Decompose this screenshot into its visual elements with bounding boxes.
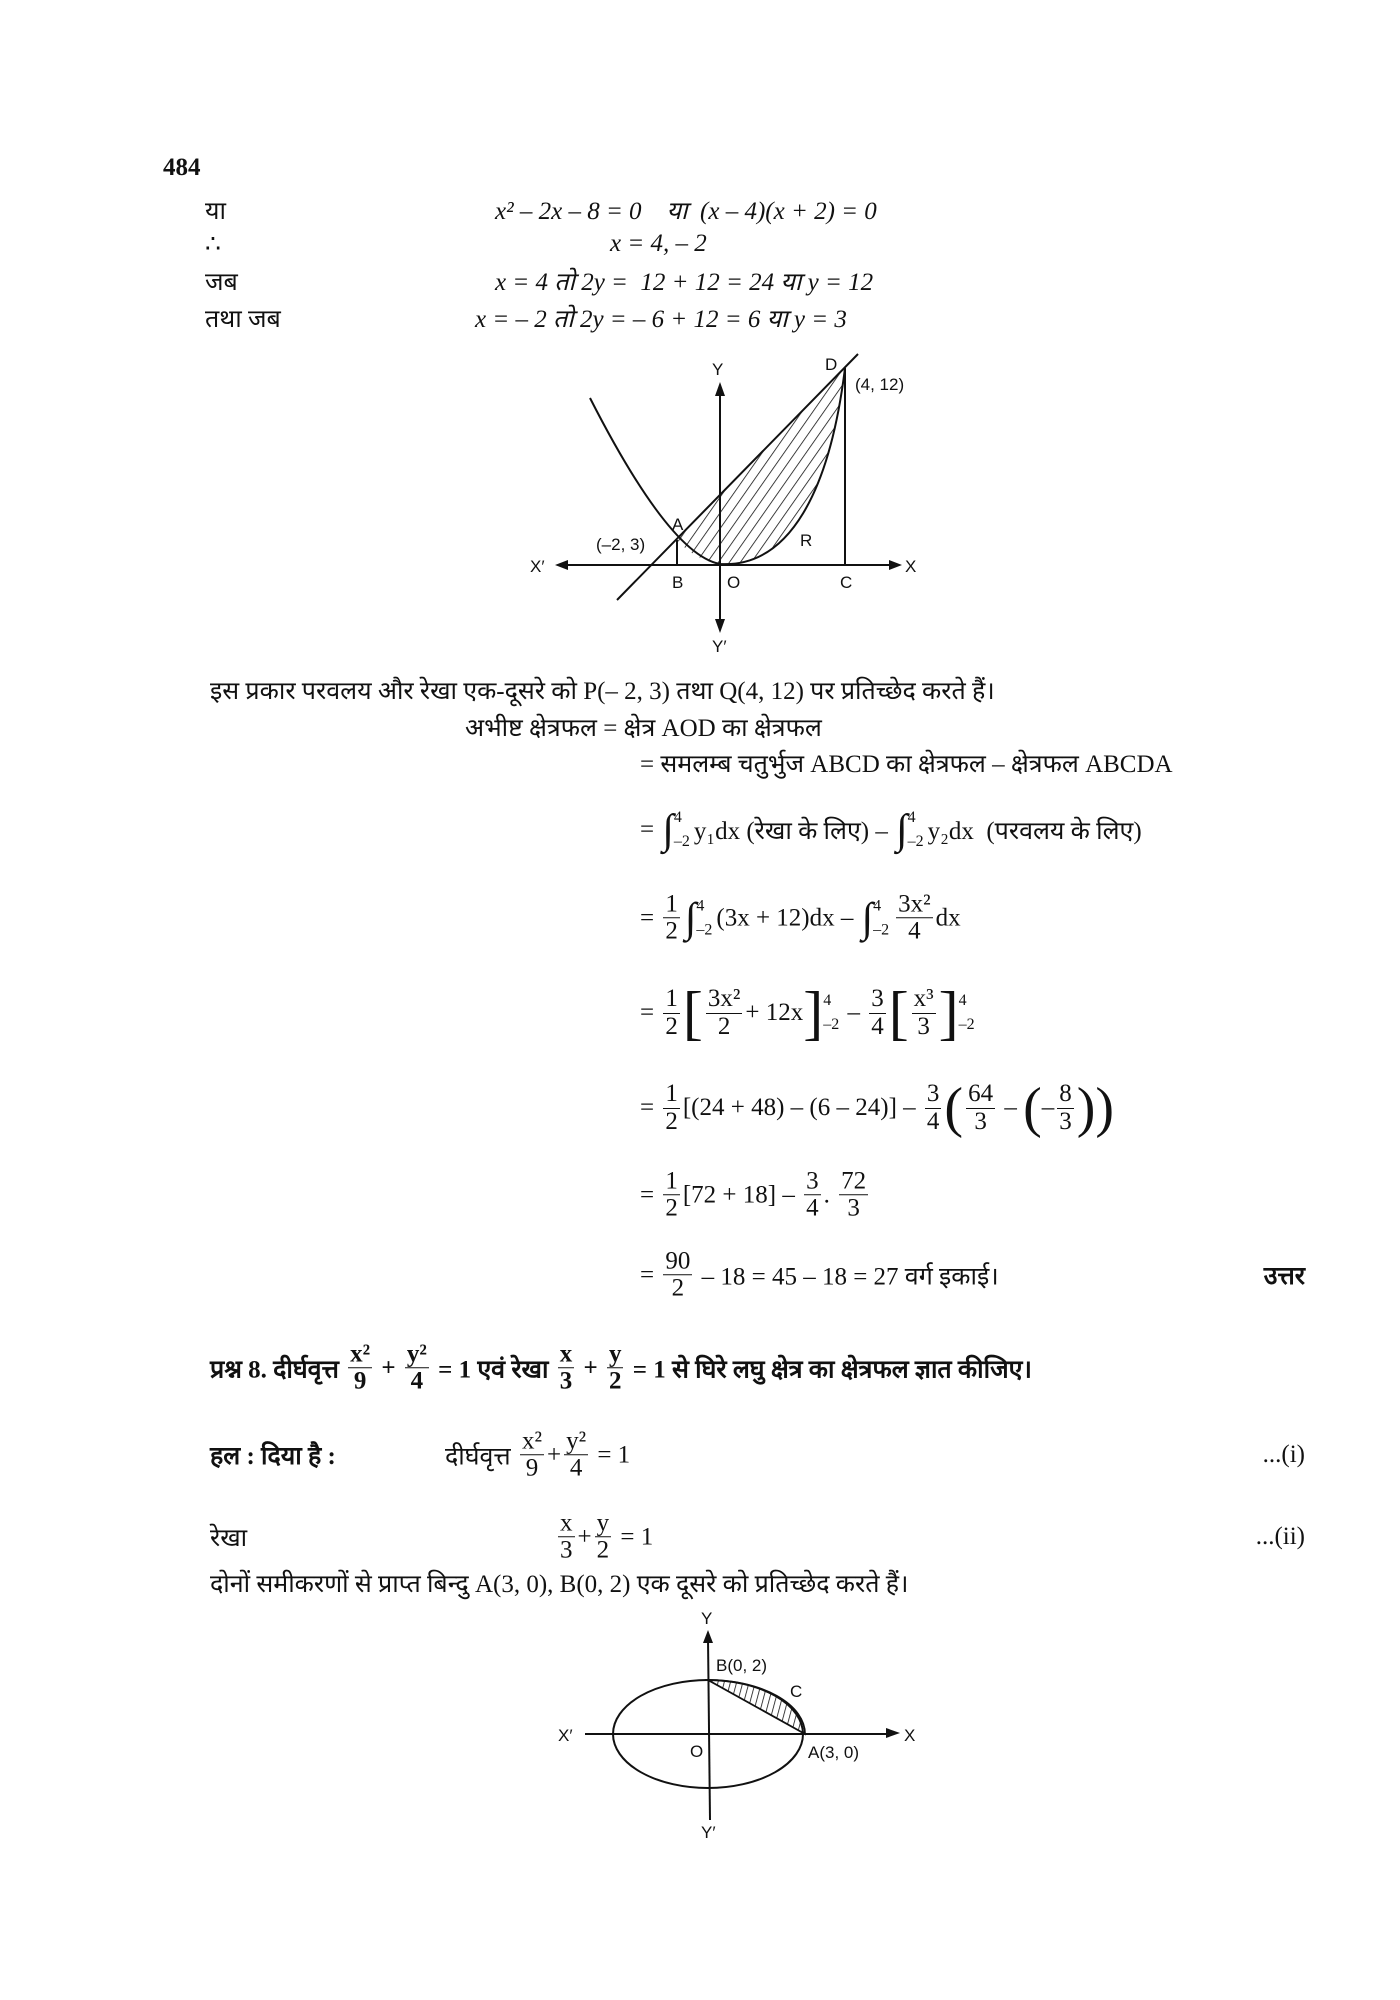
- label-Y-neg: Y′: [712, 637, 727, 656]
- integral-sign: ∫: [896, 807, 908, 853]
- area-step-8: [640, 1248, 999, 1302]
- page-number: 484: [163, 154, 201, 181]
- math-token: 2: [608, 1367, 622, 1395]
- fraction: [1057, 1081, 1074, 1135]
- label-X: X: [904, 1726, 916, 1745]
- math-token: 72: [841, 1167, 867, 1195]
- math-token: 3: [560, 1536, 573, 1564]
- upper-limit: 4: [673, 809, 682, 826]
- final-answer: – 18 = 45 – 18 = 27 वर्ग इकाई।: [695, 1263, 999, 1290]
- area-step1-text: = क्षेत्र AOD का क्षेत्रफल: [603, 715, 822, 742]
- math-token: ∫: [861, 895, 874, 941]
- label-B: B(0, 2): [716, 1656, 768, 1675]
- equals-sign: =: [640, 904, 661, 931]
- math-token: 4: [958, 992, 967, 1009]
- math-token: –2: [958, 1016, 975, 1033]
- math-token: 8: [1059, 1080, 1072, 1108]
- label-Y-neg: Y′: [701, 1823, 716, 1842]
- math-token: x²: [350, 1340, 371, 1368]
- math-token: y: [596, 1509, 610, 1537]
- paren: (: [944, 1077, 964, 1139]
- parabola-line-figure: [500, 340, 950, 670]
- label-O: O: [690, 1742, 704, 1761]
- ellipse-figure: [540, 1580, 940, 1840]
- math-token: 3: [974, 1107, 987, 1135]
- solution-given-label: हल : दिया है :: [210, 1443, 336, 1470]
- fraction: [607, 1341, 624, 1395]
- area-step-2: = समलम्ब चतुर्भुज ABCD का क्षेत्रफल – क्षेत्रफल ABCDA: [640, 751, 1173, 778]
- fraction: [663, 1248, 692, 1302]
- lower-limit: –2: [673, 833, 690, 850]
- label-O: O: [727, 573, 741, 592]
- math-token: 4: [873, 897, 882, 914]
- y-axis: [708, 1638, 710, 1820]
- row-label: जब: [205, 269, 238, 296]
- math-token: 4: [926, 1107, 940, 1135]
- math-token: +: [375, 1354, 402, 1381]
- bracket: ]: [938, 980, 959, 1046]
- area-step-6: [640, 1077, 1115, 1139]
- math-token: 9: [525, 1454, 539, 1482]
- math-token: 3: [871, 985, 884, 1013]
- label-C: C: [790, 1682, 803, 1701]
- upper-limit: 4: [907, 809, 916, 826]
- intersection-sentence: इस प्रकार परवलय और रेखा एक-दूसरे को P(– 2, 3) तथा Q(4, 12) पर प्रतिच्छेद करते हैं।: [210, 678, 995, 705]
- math-token: y²: [566, 1427, 587, 1455]
- solution-intersection-sentence: दोनों समीकरणों से प्राप्त बिन्दु A(3, 0), B(0, 2) एक दूसरे को प्रतिच्छेद करते हैं।: [210, 1571, 909, 1598]
- fraction: [839, 1168, 868, 1222]
- fraction: [663, 986, 680, 1040]
- integrand-parabola: y₂dx (परवलय के लिए): [927, 818, 1142, 845]
- arrow-right-icon: [889, 560, 902, 570]
- integral-sign: ∫: [662, 807, 674, 853]
- bracket: ]: [803, 980, 824, 1046]
- label-R: R: [800, 531, 813, 550]
- math-token: 2: [665, 1194, 678, 1222]
- math-token: x: [559, 1340, 573, 1368]
- integral: [662, 806, 692, 854]
- fraction: [925, 1081, 942, 1135]
- ellipse-equation: [445, 1428, 630, 1482]
- math-token: x: [560, 1509, 573, 1537]
- expression: –: [1041, 1094, 1055, 1121]
- math-token: y: [608, 1340, 622, 1368]
- math-token: दीर्घवृत्त: [445, 1443, 517, 1470]
- shaded-region: [677, 368, 845, 564]
- question-8: [210, 1341, 1032, 1395]
- math-token: 2: [596, 1536, 610, 1564]
- math-token: 9: [353, 1367, 367, 1395]
- integral: [896, 806, 926, 854]
- math-token: 3x²: [707, 985, 741, 1013]
- math-token: = 1: [614, 1523, 654, 1550]
- row-expr: x² – 2x – 8 = 0 या (x – 4)(x + 2) = 0: [495, 198, 877, 225]
- row-label: या: [205, 198, 226, 225]
- integral: [862, 894, 892, 942]
- math-token: 4: [569, 1454, 583, 1482]
- fraction: [912, 986, 936, 1040]
- math-token: +: [546, 1441, 562, 1468]
- paren: )): [1076, 1077, 1115, 1139]
- label-A: A: [672, 515, 684, 534]
- expression: –: [841, 999, 867, 1026]
- math-token: = 1: [591, 1441, 631, 1468]
- row-label: ∴: [205, 231, 221, 258]
- expression: .: [823, 1181, 837, 1208]
- math-token: प्रश्न 8. दीर्घवृत्त: [210, 1356, 346, 1383]
- math-token: x²: [521, 1427, 542, 1455]
- math-token: +: [577, 1354, 604, 1381]
- label-X-neg: X′: [558, 1726, 573, 1745]
- fraction: [663, 1168, 680, 1222]
- area-label: अभीष्ट क्षेत्रफल: [465, 715, 604, 742]
- bracket: [: [682, 980, 703, 1046]
- label-point-D: (4, 12): [855, 375, 905, 394]
- math-token: 1: [665, 890, 678, 918]
- math-token: 4: [908, 917, 921, 945]
- math-token: = 1 से घिरे लघु क्षेत्र का क्षेत्रफल ज्ञात कीजिए।: [626, 1356, 1032, 1383]
- fraction: [564, 1428, 588, 1482]
- equals-sign: =: [640, 816, 661, 843]
- row-expr: x = 4, – 2: [610, 230, 707, 257]
- fraction: [595, 1510, 612, 1564]
- math-token: 1: [665, 985, 678, 1013]
- math-token: 3: [917, 1012, 930, 1040]
- math-token: 2: [671, 1274, 685, 1302]
- math-token: y²: [406, 1340, 427, 1368]
- label-X-neg: X′: [530, 557, 545, 576]
- math-token: 3x²: [898, 890, 931, 918]
- fraction: [348, 1341, 372, 1395]
- expression: (3x + 12)dx –: [716, 904, 860, 931]
- expression: + 12x: [745, 999, 804, 1026]
- arrow-up-icon: [715, 382, 725, 396]
- arrow-left-icon: [555, 560, 568, 570]
- area-step-5: [640, 980, 977, 1046]
- fraction: [706, 986, 743, 1040]
- math-token: 2: [665, 1012, 678, 1040]
- label-B: B: [672, 573, 684, 592]
- math-token: 4: [823, 992, 832, 1009]
- fraction: [663, 891, 680, 945]
- row-label: तथा जब: [205, 306, 281, 333]
- equals-sign: =: [640, 1094, 661, 1121]
- label-A: A(3, 0): [808, 1743, 860, 1762]
- fraction: [558, 1510, 575, 1564]
- equals-sign: =: [640, 999, 661, 1026]
- expression: dx: [935, 904, 961, 931]
- math-token: 1: [665, 1080, 678, 1108]
- expression: –: [998, 1094, 1024, 1121]
- equation-tag-2: ...(ii): [1255, 1523, 1305, 1550]
- math-token: x³: [913, 985, 934, 1013]
- answer-label: उत्तर: [1263, 1263, 1305, 1290]
- area-step-3: [640, 806, 1142, 854]
- math-token: 90: [665, 1247, 691, 1275]
- label-point-A: (–2, 3): [596, 535, 646, 554]
- equals-sign: =: [640, 1261, 661, 1288]
- expression: [(24 + 48) – (6 – 24)] –: [682, 1094, 922, 1121]
- math-token: –2: [873, 921, 890, 938]
- math-token: 3: [926, 1080, 940, 1108]
- fraction: [558, 1341, 575, 1395]
- math-token: –2: [823, 1016, 840, 1033]
- math-token: 4: [806, 1194, 819, 1222]
- fraction: [804, 1168, 821, 1222]
- math-token: 2: [717, 1012, 731, 1040]
- math-token: 2: [665, 917, 678, 945]
- line-label: रेखा: [210, 1525, 248, 1552]
- line-equation: [555, 1510, 653, 1564]
- math-token: 2: [665, 1107, 678, 1135]
- label-Y: Y: [712, 360, 724, 379]
- math-token: ∫: [684, 895, 697, 941]
- math-token: = 1 एवं रेखा: [431, 1356, 555, 1383]
- row-expr: x = – 2 तो 2y = – 6 + 12 = 6 या y = 3: [475, 306, 847, 333]
- area-step-1: [465, 710, 822, 744]
- integral: [685, 894, 715, 942]
- label-C: C: [840, 573, 853, 592]
- fraction: [663, 1081, 680, 1135]
- equals-sign: =: [640, 1181, 661, 1208]
- math-token: +: [577, 1523, 592, 1550]
- fraction: [896, 891, 933, 945]
- math-token: 4: [696, 897, 705, 914]
- math-token: 3: [847, 1194, 860, 1222]
- fraction: [520, 1428, 544, 1482]
- area-step-4: [640, 891, 961, 945]
- integrand-line: y₁dx (रेखा के लिए) –: [693, 818, 895, 845]
- fraction: [966, 1081, 995, 1135]
- fraction: [869, 986, 886, 1040]
- area-step-7: [640, 1168, 871, 1222]
- equation-tag-1: ...(i): [1262, 1441, 1305, 1468]
- paren: (: [1023, 1077, 1042, 1139]
- math-token: 4: [871, 1012, 884, 1040]
- math-token: 3: [559, 1367, 573, 1395]
- math-token: 4: [410, 1367, 424, 1395]
- math-token: 3: [1059, 1107, 1072, 1135]
- arrow-down-icon: [715, 619, 725, 633]
- math-token: 64: [968, 1080, 994, 1108]
- arrow-up-icon: [703, 1630, 713, 1643]
- expression: [72 + 18] –: [682, 1181, 802, 1208]
- fraction: [405, 1341, 429, 1395]
- math-token: –2: [696, 921, 713, 938]
- bracket: [: [888, 980, 909, 1046]
- arrow-right-icon: [886, 1728, 900, 1738]
- row-expr: x = 4 तो 2y = 12 + 12 = 24 या y = 12: [495, 269, 874, 296]
- math-token: 3: [806, 1167, 819, 1195]
- label-X: X: [905, 557, 917, 576]
- lower-limit: –2: [907, 833, 924, 850]
- math-token: 1: [665, 1167, 678, 1195]
- label-D: D: [825, 355, 838, 374]
- label-Y: Y: [701, 1609, 713, 1628]
